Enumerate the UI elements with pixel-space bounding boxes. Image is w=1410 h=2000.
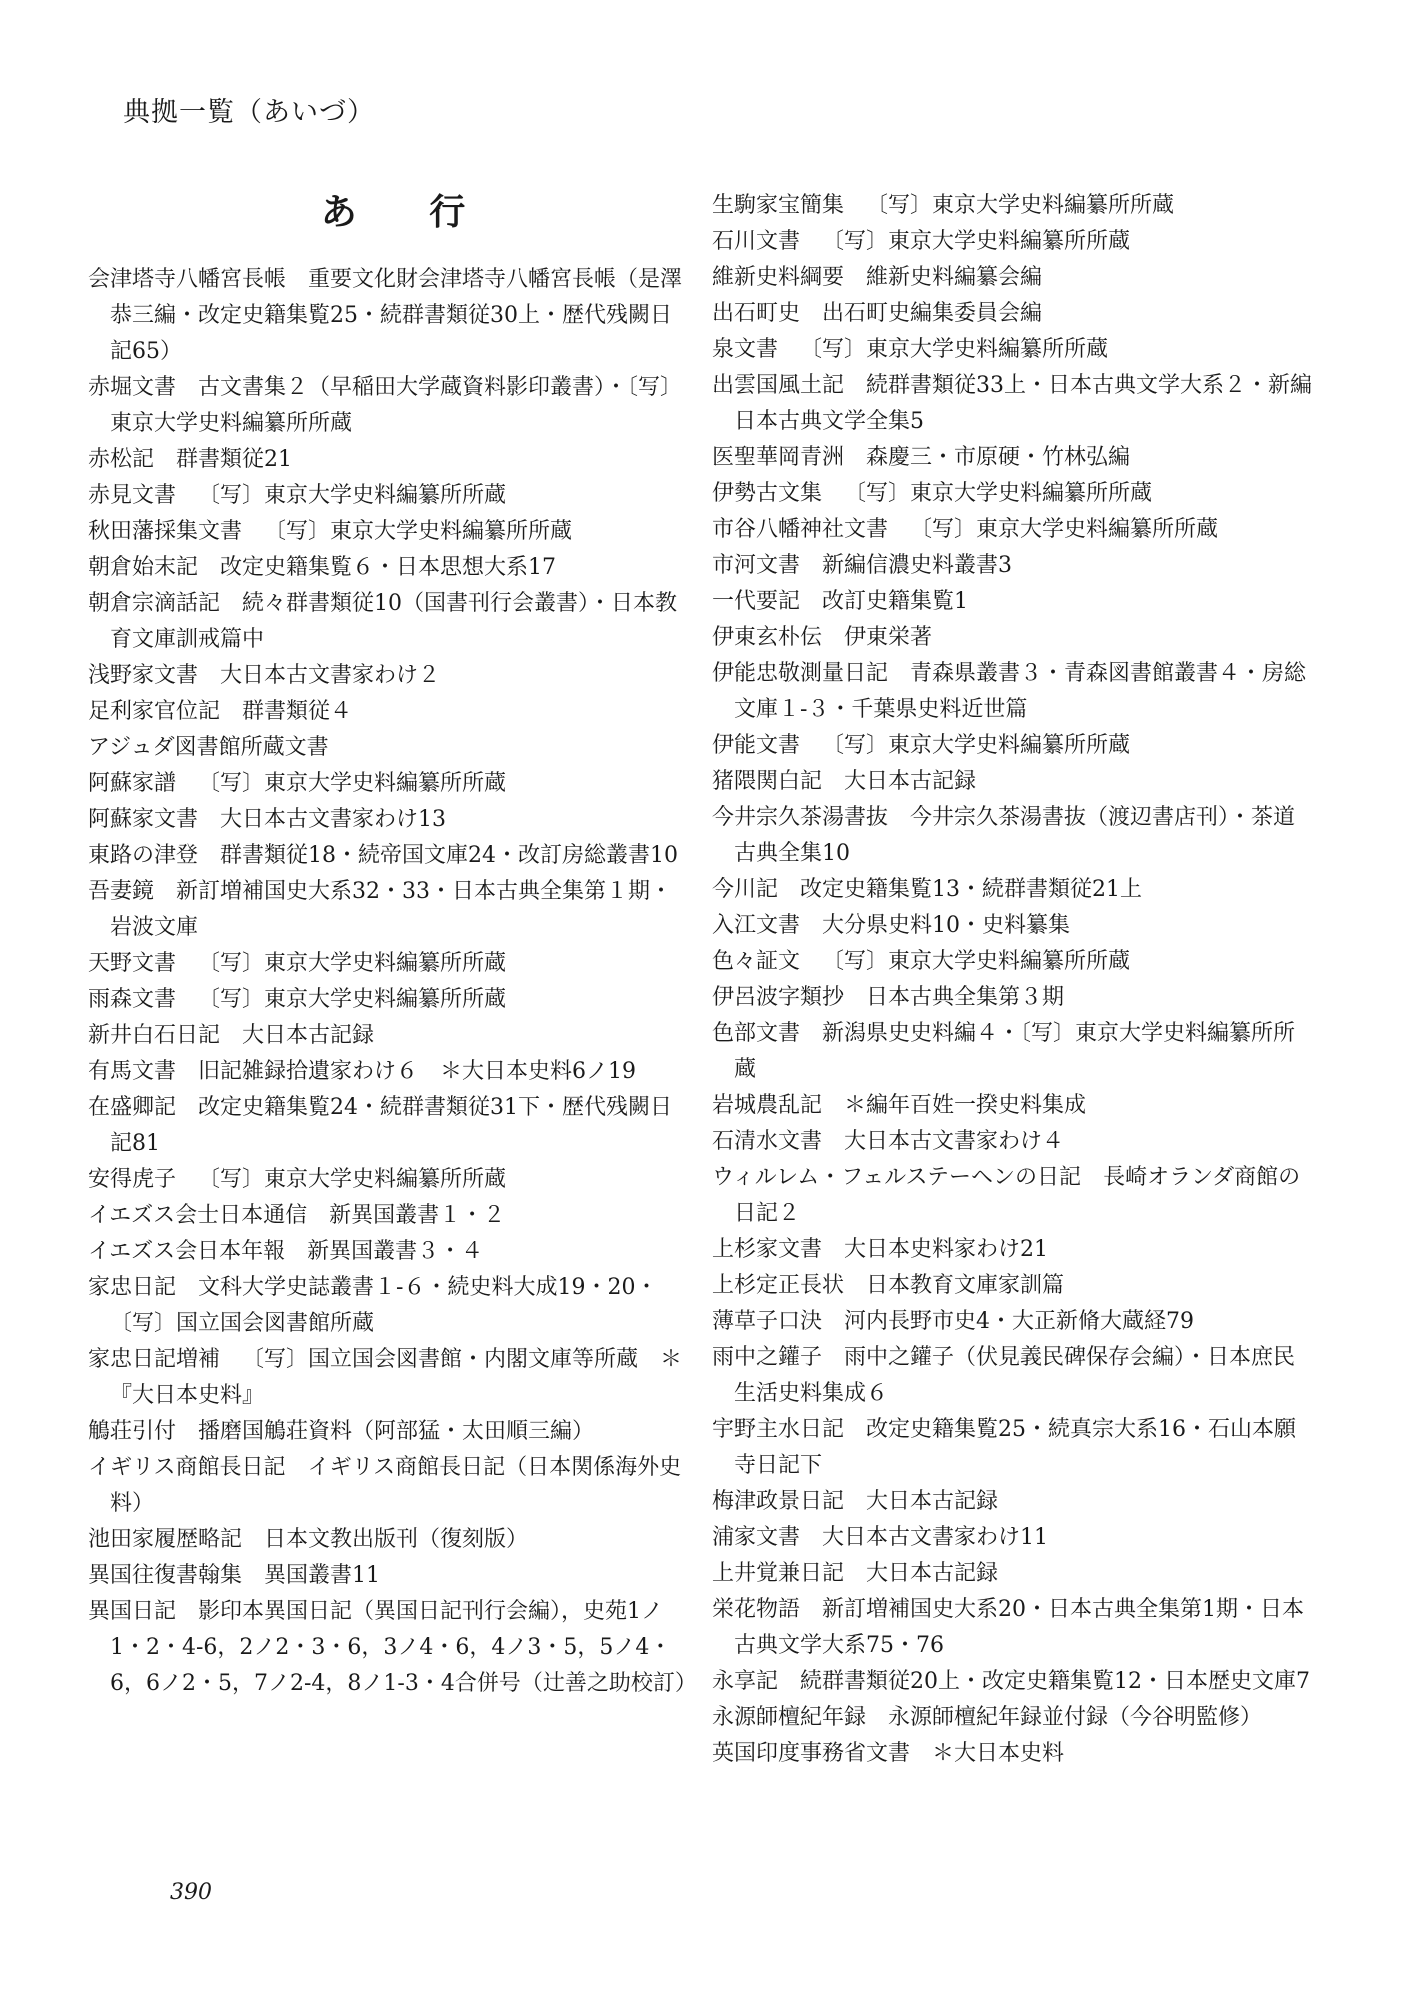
citation-entry (88, 658, 688, 694)
entry-title: 一代要記 (712, 589, 801, 614)
citation-entry (712, 548, 1312, 584)
entry-sources: 〔写〕東京大学史料編纂所所蔵 (198, 951, 507, 976)
entry-title: 色々証文 (712, 949, 801, 974)
entry-sources: 新訂増補国史大系20・日本古典全集第1期・日本古典文学大系75・76 (734, 1597, 1305, 1658)
citation-entry (712, 1124, 1312, 1160)
entry-sources: 大日本古記録 (866, 1489, 999, 1514)
entry-title: 有馬文書 (88, 1059, 177, 1084)
entry-sources: 新訂増補国史大系32・33・日本古典全集第１期・岩波文庫 (110, 879, 673, 940)
entry-sources: 重要文化財会津塔寺八幡宮長帳（是澤恭三編・改定史籍集覧25・続群書類従30上・歴代残闕日記65） (110, 267, 683, 364)
entry-title: イエズス会日本年報 (88, 1239, 286, 1264)
citation-entry (88, 262, 688, 370)
entry-sources: 日本文教出版刊（復刻版） (264, 1527, 529, 1552)
citation-entry (88, 514, 688, 550)
citation-entry (712, 1556, 1312, 1592)
entry-sources: 大日本古文書家わけ４ (844, 1129, 1065, 1154)
page-number: 390 (170, 1880, 212, 1905)
citation-entry (712, 584, 1312, 620)
citation-entry (88, 802, 688, 838)
entry-title: 朝倉宗滴話記 (88, 591, 221, 616)
citation-entry (712, 1484, 1312, 1520)
entry-sources: 大日本古文書家わけ２ (220, 663, 441, 688)
entry-sources: 出石町史編集委員会編 (822, 301, 1043, 326)
citation-entry (88, 1450, 688, 1522)
citation-entry (712, 1160, 1312, 1232)
citation-entry (712, 800, 1312, 872)
entry-title: 医聖華岡青洲 (712, 445, 845, 470)
entry-title: 栄花物語 (712, 1597, 801, 1622)
entry-sources: 文科大学史誌叢書１-６・続史料大成19・20・〔写〕国立国会図書館所蔵 (110, 1275, 658, 1336)
entry-sources: 〔写〕東京大学史料編纂所所蔵 (264, 519, 573, 544)
citation-entry (88, 586, 688, 658)
right-column (712, 188, 1312, 1772)
entry-sources: 大日本古記録 (844, 769, 977, 794)
entry-title: 異国日記 (88, 1599, 177, 1624)
entry-title: 鵤荘引付 (88, 1419, 177, 1444)
citation-entry (712, 620, 1312, 656)
entry-title: 猪隈関白記 (712, 769, 823, 794)
entry-sources: 大日本史料家わけ21 (844, 1237, 1049, 1262)
entry-title: 市河文書 (712, 553, 801, 578)
entry-title: 伊能忠敬測量日記 (712, 661, 889, 686)
entry-title: 薄草子口決 (712, 1309, 823, 1334)
entry-title: 上杉定正長状 (712, 1273, 845, 1298)
entry-title: 宇野主水日記 (712, 1417, 845, 1442)
citation-entry (88, 730, 688, 766)
citation-entry (88, 442, 688, 478)
entry-title: 阿蘇家譜 (88, 771, 177, 796)
citation-entry (712, 1340, 1312, 1412)
citation-entry (88, 1270, 688, 1342)
entry-sources: 大分県史料10・史料纂集 (822, 913, 1071, 938)
entry-title: 在盛卿記 (88, 1095, 177, 1120)
entry-sources: 〔写〕国立国会図書館・内閣文庫等所蔵 ＊『大日本史料』 (110, 1347, 683, 1408)
entry-sources: 新編信濃史料叢書3 (822, 553, 1013, 578)
entry-sources: 群書類従18・続帝国文庫24・改訂房総叢書10 (220, 843, 678, 868)
entry-title: 新井白石日記 (88, 1023, 221, 1048)
entry-sources: 〔写〕東京大学史料編纂所所蔵 (866, 193, 1175, 218)
citation-entry (88, 1558, 688, 1594)
entry-sources: 長崎オランダ商館の日記２ (734, 1165, 1301, 1226)
entry-sources: 雨中之鑵子（伏見義民碑保存会編）・日本庶民生活史料集成６ (734, 1345, 1296, 1406)
entry-title: 永源師檀紀年録 (712, 1705, 867, 1730)
entry-sources: 〔写〕東京大学史料編纂所所蔵 (822, 949, 1131, 974)
entry-sources: 日本教育文庫家訓篇 (866, 1273, 1065, 1298)
entry-sources: 河内長野市史4・大正新脩大蔵経79 (844, 1309, 1195, 1334)
entry-title: 池田家履歴略記 (88, 1527, 243, 1552)
citation-entry (88, 694, 688, 730)
entry-title: 出雲国風土記 (712, 373, 845, 398)
entry-sources: 群書類従４ (242, 699, 353, 724)
citation-entry (88, 946, 688, 982)
entry-title: 岩城農乱記 (712, 1093, 823, 1118)
citation-entry (88, 370, 688, 442)
entry-sources: 〔写〕東京大学史料編纂所所蔵 (198, 771, 507, 796)
citation-entry (88, 1342, 688, 1414)
citation-entry (88, 1054, 688, 1090)
entry-title: 入江文書 (712, 913, 801, 938)
entry-title: 出石町史 (712, 301, 801, 326)
citation-entry (712, 476, 1312, 512)
entry-title: イギリス商館長日記 (88, 1455, 286, 1480)
citation-entry (88, 1234, 688, 1270)
entry-title: 吾妻鏡 (88, 879, 155, 904)
citation-entry (712, 1520, 1312, 1556)
left-entry-list (88, 262, 697, 1702)
entry-title: 伊勢古文集 (712, 481, 823, 506)
entry-title: 泉文書 (712, 337, 779, 362)
entry-sources: 〔写〕東京大学史料編纂所所蔵 (198, 483, 507, 508)
entry-sources: 影印本異国日記（異国日記刊行会編），史苑1ノ1・2・4-6，2ノ2・3・6，3ノ4・6，4ノ3・5，5ノ4・6，6ノ2・5，7ノ2-4，8ノ1-3・4合併号（辻善之助校訂） (110, 1599, 697, 1696)
citation-entry (88, 766, 688, 802)
citation-entry (88, 874, 688, 946)
entry-title: 市谷八幡神社文書 (712, 517, 889, 542)
entry-sources: 改定史籍集覧24・続群書類従31下・歴代残闕日記81 (110, 1095, 673, 1156)
citation-entry (712, 1736, 1312, 1772)
citation-entry (712, 1592, 1312, 1664)
entry-sources: 〔写〕東京大学史料編纂所所蔵 (198, 1167, 507, 1192)
entry-title: 秋田藩採集文書 (88, 519, 243, 544)
citation-entry (712, 332, 1312, 368)
entry-title: 生駒家宝簡集 (712, 193, 845, 218)
citation-entry (88, 478, 688, 514)
entry-sources: 〔写〕東京大学史料編纂所所蔵 (822, 229, 1131, 254)
citation-entry (88, 1198, 688, 1234)
entry-title: 浦家文書 (712, 1525, 801, 1550)
entry-sources: 青森県叢書３・青森図書館叢書４・房総文庫１-３・千葉県史料近世篇 (734, 661, 1307, 722)
citation-entry (88, 1162, 688, 1198)
entry-sources: 改定史籍集覧25・続真宗大系16・石山本願寺日記下 (734, 1417, 1297, 1478)
citation-entry (88, 550, 688, 586)
entry-sources: 今井宗久茶湯書抜（渡辺書店刊）・茶道古典全集10 (734, 805, 1296, 866)
entry-sources: 大日本古記録 (242, 1023, 375, 1048)
entry-sources: 改定史籍集覧６・日本思想大系17 (220, 555, 557, 580)
entry-title: 安得虎子 (88, 1167, 177, 1192)
entry-title: 伊能文書 (712, 733, 801, 758)
entry-sources: 〔写〕東京大学史料編纂所所蔵 (800, 337, 1109, 362)
entry-title: 雨中之鑵子 (712, 1345, 823, 1370)
entry-title: 石川文書 (712, 229, 801, 254)
citation-entry (712, 944, 1312, 980)
entry-title: 朝倉始末記 (88, 555, 199, 580)
citation-entry (712, 1016, 1312, 1088)
entry-title: 異国往復書翰集 (88, 1563, 243, 1588)
citation-entry (88, 1522, 688, 1558)
citation-entry (712, 1700, 1312, 1736)
citation-entry (712, 1232, 1312, 1268)
entry-title: 梅津政景日記 (712, 1489, 845, 1514)
entry-sources: イギリス商館長日記（日本関係海外史料） (110, 1455, 682, 1516)
citation-entry (712, 1088, 1312, 1124)
entry-title: 石清水文書 (712, 1129, 823, 1154)
entry-sources: 群書類従21 (176, 447, 293, 472)
entry-sources: 続々群書類従10（国書刊行会叢書）・日本教育文庫訓戒篇中 (110, 591, 678, 652)
citation-entry (712, 764, 1312, 800)
citation-entry (712, 512, 1312, 548)
section-title: あ 行 (320, 191, 496, 233)
citation-entry (712, 656, 1312, 728)
entry-title: 今川記 (712, 877, 779, 902)
citation-entry (712, 260, 1312, 296)
citation-entry (88, 838, 688, 874)
citation-entry (88, 1414, 688, 1450)
entry-sources: 古文書集２（早稲田大学蔵資料影印叢書）・〔写〕東京大学史料編纂所所蔵 (110, 375, 683, 436)
citation-entry (712, 908, 1312, 944)
citation-entry (712, 1664, 1312, 1700)
entry-title: 阿蘇家文書 (88, 807, 199, 832)
entry-title: 東路の津登 (88, 843, 199, 868)
entry-title: アジュダ図書館所蔵文書 (88, 735, 329, 760)
entry-sources: 森慶三・市原硬・竹林弘編 (866, 445, 1131, 470)
citation-entry (88, 1090, 688, 1162)
entry-sources: 改定史籍集覧13・続群書類従21上 (800, 877, 1143, 902)
entry-title: 浅野家文書 (88, 663, 199, 688)
entry-sources: 続群書類従33上・日本古典文学大系２・新編日本古典文学全集5 (734, 373, 1313, 434)
entry-sources: 〔写〕東京大学史料編纂所所蔵 (844, 481, 1153, 506)
entry-title: 赤見文書 (88, 483, 177, 508)
entry-sources: 播磨国鵤荘資料（阿部猛・太田順三編） (198, 1419, 595, 1444)
citation-entry (712, 224, 1312, 260)
citation-entry (712, 872, 1312, 908)
citation-entry (88, 1018, 688, 1054)
entry-sources: 新異国叢書３・４ (307, 1239, 484, 1264)
entry-sources: 改訂史籍集覧1 (822, 589, 969, 614)
entry-title: 上杉家文書 (712, 1237, 823, 1262)
entry-title: 英国印度事務省文書 (712, 1741, 911, 1766)
entry-sources: 異国叢書11 (264, 1563, 381, 1588)
entry-sources: 大日本古文書家わけ13 (220, 807, 447, 832)
entry-title: 足利家官位記 (88, 699, 221, 724)
entry-sources: 大日本古文書家わけ11 (822, 1525, 1049, 1550)
entry-title: ウィルレム・フェルステーヘンの日記 (712, 1165, 1082, 1190)
citation-entry (88, 982, 688, 1018)
entry-title: 家忠日記増補 (88, 1347, 221, 1372)
entry-sources: 新潟県史史料編４・〔写〕東京大学史料編纂所所蔵 (734, 1021, 1296, 1082)
entry-sources: 日本古典全集第３期 (866, 985, 1065, 1010)
citation-entry (712, 980, 1312, 1016)
entry-title: 今井宗久茶湯書抜 (712, 805, 889, 830)
citation-entry (88, 1594, 697, 1702)
citation-entry (712, 296, 1312, 332)
entry-sources: 旧記雑録拾遺家わけ６ ＊大日本史料6ノ19 (198, 1059, 637, 1084)
entry-title: イエズス会士日本通信 (88, 1203, 308, 1228)
page-header: 典拠一覧（あいづ） (123, 97, 375, 128)
citation-entry (712, 368, 1312, 440)
entry-title: 色部文書 (712, 1021, 801, 1046)
entry-title: 上井覚兼日記 (712, 1561, 845, 1586)
entry-sources: 維新史料編纂会編 (866, 265, 1043, 290)
entry-sources: 続群書類従20上・改定史籍集覧12・日本歴史文庫7 (800, 1669, 1311, 1694)
entry-sources: 新異国叢書１・２ (329, 1203, 506, 1228)
entry-title: 伊東玄朴伝 (712, 625, 823, 650)
citation-entry (712, 1304, 1312, 1340)
right-entry-list (712, 188, 1312, 1772)
entry-title: 伊呂波字類抄 (712, 985, 845, 1010)
entry-sources: 大日本古記録 (866, 1561, 999, 1586)
entry-sources: ＊編年百姓一揆史料集成 (844, 1093, 1087, 1118)
entry-sources: 〔写〕東京大学史料編纂所所蔵 (910, 517, 1219, 542)
citation-entry (712, 1412, 1312, 1484)
citation-entry (712, 1268, 1312, 1304)
entry-sources: 〔写〕東京大学史料編纂所所蔵 (198, 987, 507, 1012)
entry-sources: 伊東栄著 (844, 625, 933, 650)
entry-title: 会津塔寺八幡宮長帳 (88, 267, 287, 292)
left-column (88, 191, 697, 1702)
entry-sources: 〔写〕東京大学史料編纂所所蔵 (822, 733, 1131, 758)
citation-entry (712, 440, 1312, 476)
entry-sources: ＊大日本史料 (932, 1741, 1065, 1766)
entry-title: 家忠日記 (88, 1275, 177, 1300)
entry-title: 赤松記 (88, 447, 155, 472)
citation-entry (712, 728, 1312, 764)
entry-title: 赤堀文書 (88, 375, 177, 400)
entry-title: 維新史料綱要 (712, 265, 845, 290)
entry-title: 天野文書 (88, 951, 177, 976)
entry-title: 永享記 (712, 1669, 779, 1694)
citation-entry (712, 188, 1312, 224)
entry-title: 雨森文書 (88, 987, 177, 1012)
entry-sources: 永源師檀紀年録並付録（今谷明監修） (888, 1705, 1263, 1730)
